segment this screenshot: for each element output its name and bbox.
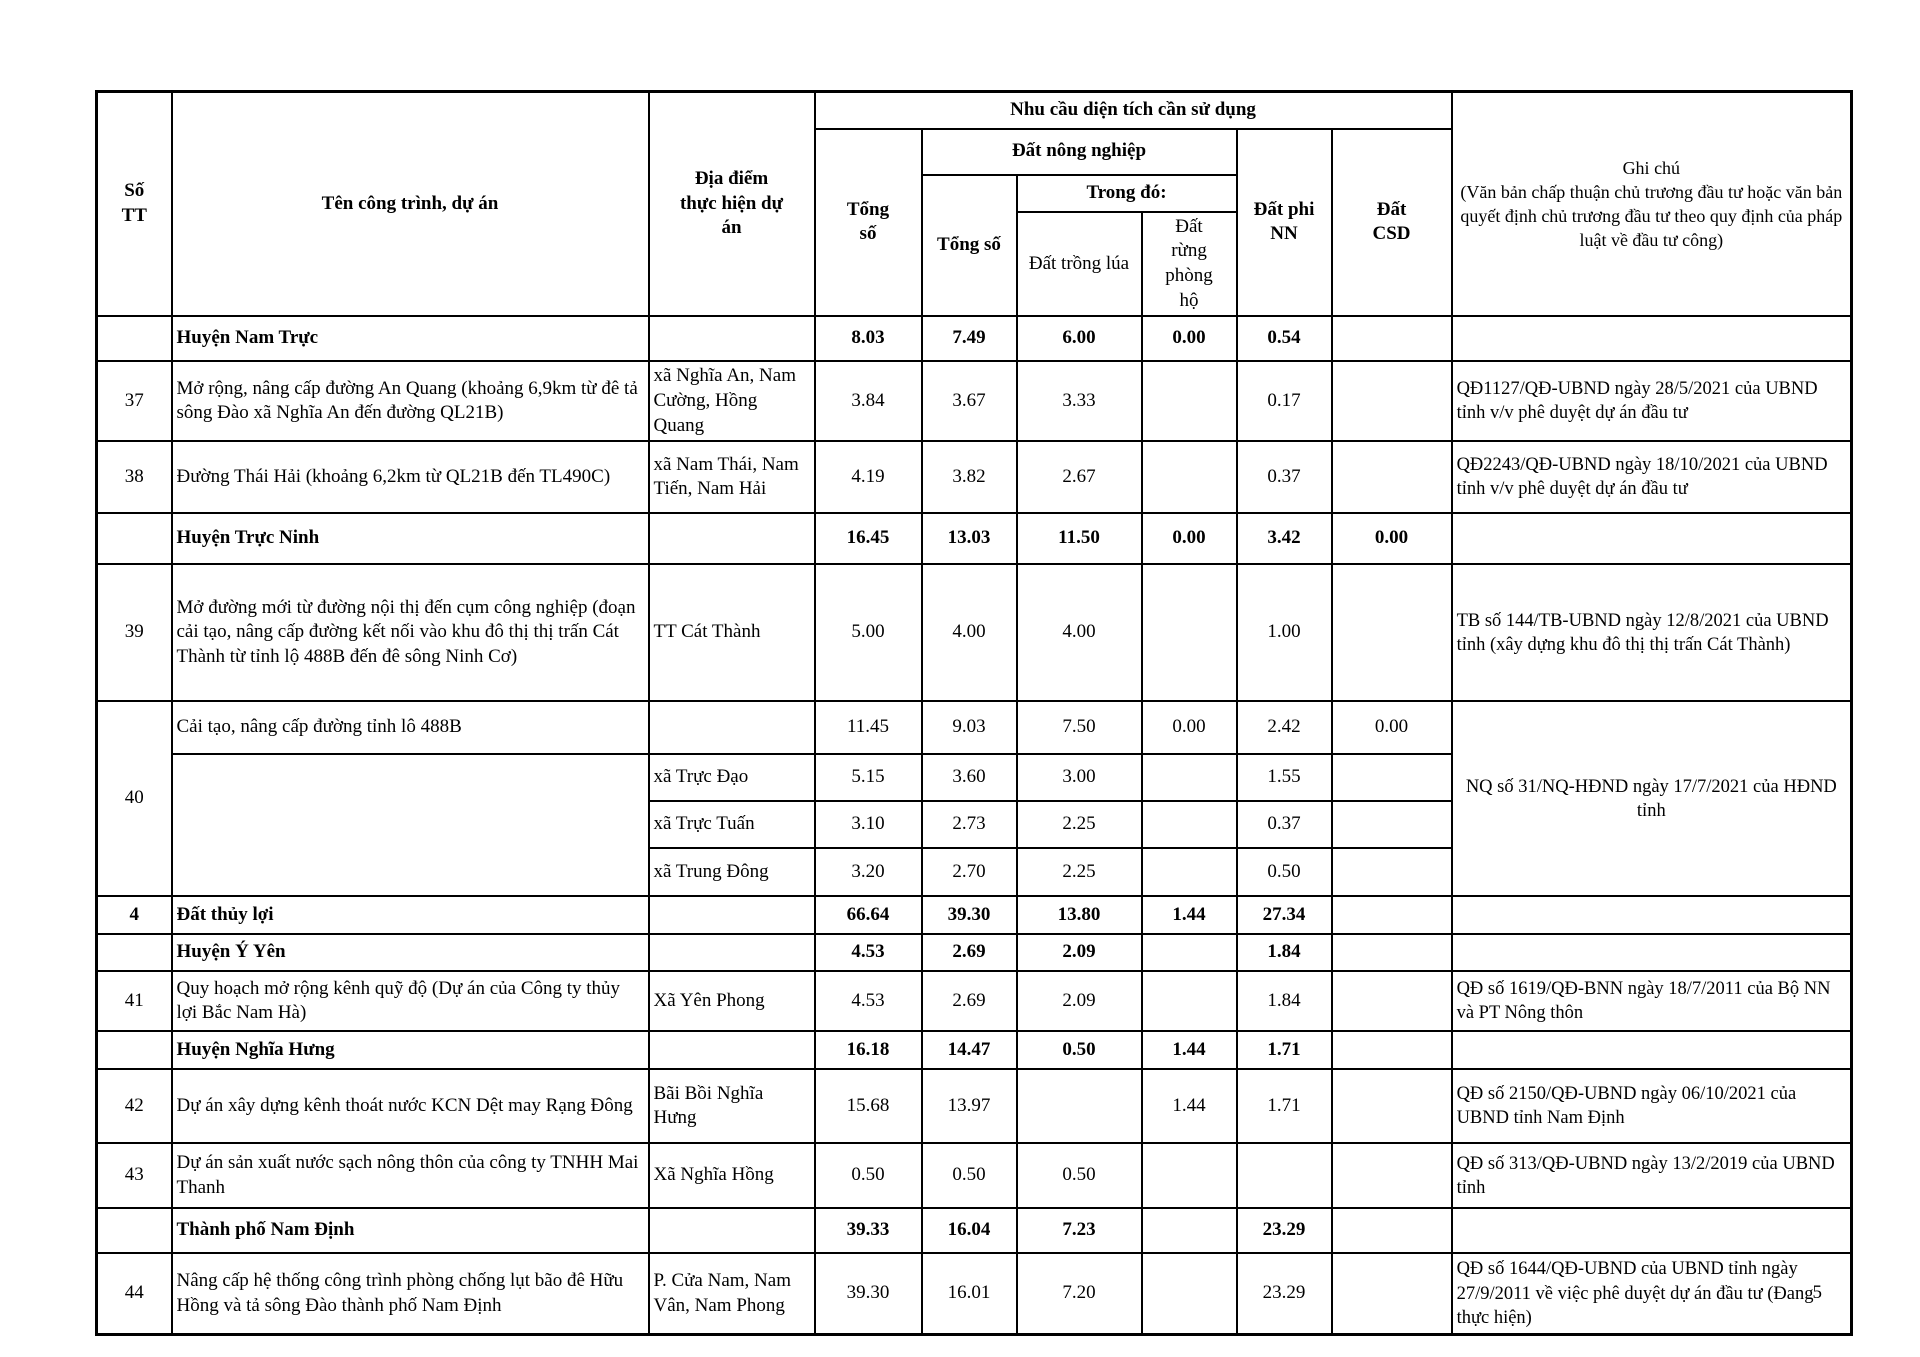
- value-cell: [1142, 1208, 1237, 1253]
- note-cell: QĐ số 313/QĐ-UBND ngày 13/2/2019 của UBND tỉnh: [1452, 1143, 1852, 1208]
- note-cell: [1452, 1031, 1852, 1069]
- header-ghi-chu-title: Ghi chú: [1622, 157, 1681, 178]
- value-cell: 0.50: [922, 1143, 1017, 1208]
- value-cell: [1017, 1069, 1142, 1143]
- table-row: [97, 564, 1852, 701]
- project-name-cell: Dự án sản xuất nước sạch nông thôn của công ty TNHH Mai Thanh: [172, 1143, 649, 1208]
- value-cell: 3.00: [1017, 754, 1142, 801]
- page-number: 5: [1812, 1282, 1822, 1303]
- project-name-cell: Mở rộng, nâng cấp đường An Quang (khoảng 6,9km từ đê tả sông Đào xã Nghĩa An đến đường QL21B): [172, 361, 649, 441]
- value-cell: 2.25: [1017, 801, 1142, 848]
- header-row-1: [97, 92, 1852, 129]
- value-cell: [1332, 934, 1452, 971]
- value-cell: 2.69: [922, 971, 1017, 1031]
- value-cell: 1.55: [1237, 754, 1332, 801]
- location-cell: TT Cát Thành: [649, 564, 815, 701]
- value-cell: [1332, 896, 1452, 934]
- note-cell: QĐ số 2150/QĐ-UBND ngày 06/10/2021 của UBND tỉnh Nam Định: [1452, 1069, 1852, 1143]
- value-cell: 1.84: [1237, 971, 1332, 1031]
- table-row: [97, 316, 1852, 361]
- value-cell: [1142, 564, 1237, 701]
- value-cell: 0.00: [1332, 513, 1452, 564]
- value-cell: 4.19: [815, 441, 922, 513]
- stt-cell: 39: [97, 564, 172, 701]
- value-cell: 0.00: [1142, 513, 1237, 564]
- value-cell: [1142, 361, 1237, 441]
- value-cell: [1142, 1143, 1237, 1208]
- value-cell: 0.37: [1237, 441, 1332, 513]
- location-cell: Bãi Bồi Nghĩa Hưng: [649, 1069, 815, 1143]
- value-cell: 4.53: [815, 934, 922, 971]
- value-cell: [1142, 441, 1237, 513]
- value-cell: 0.50: [815, 1143, 922, 1208]
- header-dia-diem: [649, 92, 815, 317]
- table-row: [97, 1031, 1852, 1069]
- land-use-table: [95, 90, 1853, 1336]
- value-cell: 3.84: [815, 361, 922, 441]
- table-row: [97, 1143, 1852, 1208]
- value-cell: 0.50: [1017, 1031, 1142, 1069]
- value-cell: 13.03: [922, 513, 1017, 564]
- header-dat-rung-phong-ho-label: Đất rừng phòng hộ: [1165, 215, 1213, 311]
- note-cell: [1452, 896, 1852, 934]
- location-cell: [649, 513, 815, 564]
- table-row: [97, 1253, 1852, 1334]
- value-cell: [1332, 441, 1452, 513]
- value-cell: 16.45: [815, 513, 922, 564]
- value-cell: [1142, 934, 1237, 971]
- value-cell: 27.34: [1237, 896, 1332, 934]
- stt-cell: 43: [97, 1143, 172, 1208]
- value-cell: [1142, 971, 1237, 1031]
- header-ghi-chu-sub: (Văn bản chấp thuận chủ trương đầu tư hoặc văn bản quyết định chủ trương đầu tư theo quy định của pháp luật về đầu tư công): [1460, 181, 1843, 251]
- value-cell: 16.18: [815, 1031, 922, 1069]
- value-cell: 2.69: [922, 934, 1017, 971]
- stt-cell: [97, 934, 172, 971]
- header-nhu-cau: Nhu cầu diện tích cần sử dụng: [815, 92, 1452, 129]
- project-name-cell: [172, 754, 649, 896]
- value-cell: 23.29: [1237, 1253, 1332, 1334]
- section-name-cell: Huyện Ý Yên: [172, 934, 649, 971]
- location-cell: xã Trung Đông: [649, 848, 815, 896]
- note-cell: TB số 144/TB-UBND ngày 12/8/2021 của UBND tỉnh (xây dựng khu đô thị thị trấn Cát Thành): [1452, 564, 1852, 701]
- value-cell: 5.15: [815, 754, 922, 801]
- header-so-tt: [97, 92, 172, 317]
- value-cell: [1332, 848, 1452, 896]
- value-cell: 66.64: [815, 896, 922, 934]
- header-tong-so-nn: Tổng số: [922, 175, 1017, 317]
- value-cell: 0.00: [1332, 701, 1452, 754]
- table-row: [97, 971, 1852, 1031]
- table-row: [97, 441, 1852, 513]
- note-cell: NQ số 31/NQ-HĐND ngày 17/7/2021 của HĐND tỉnh: [1452, 701, 1852, 896]
- table-row: [97, 701, 1852, 754]
- value-cell: [1142, 801, 1237, 848]
- value-cell: 2.73: [922, 801, 1017, 848]
- value-cell: 11.50: [1017, 513, 1142, 564]
- value-cell: 1.44: [1142, 896, 1237, 934]
- note-cell: [1452, 1208, 1852, 1253]
- header-dia-diem-label: Địa điểm thực hiện dự án: [679, 168, 784, 239]
- project-name-cell: Quy hoạch mở rộng kênh quỹ độ (Dự án của Công ty thủy lợi Bắc Nam Hà): [172, 971, 649, 1031]
- section-name-cell: Huyện Trực Ninh: [172, 513, 649, 564]
- header-so-tt-label: Số TT: [121, 180, 147, 227]
- stt-cell: 41: [97, 971, 172, 1031]
- table-row: [97, 513, 1852, 564]
- project-name-cell: Cải tạo, nâng cấp đường tỉnh lô 488B: [172, 701, 649, 754]
- table-row: [97, 1069, 1852, 1143]
- value-cell: [1332, 1069, 1452, 1143]
- header-dat-csd: [1332, 129, 1452, 317]
- value-cell: 23.29: [1237, 1208, 1332, 1253]
- value-cell: [1332, 1031, 1452, 1069]
- value-cell: 4.00: [922, 564, 1017, 701]
- value-cell: 0.54: [1237, 316, 1332, 361]
- location-cell: xã Trực Đạo: [649, 754, 815, 801]
- value-cell: 1.71: [1237, 1031, 1332, 1069]
- note-cell: [1452, 934, 1852, 971]
- location-cell: xã Nghĩa An, Nam Cường, Hồng Quang: [649, 361, 815, 441]
- stt-cell: 44: [97, 1253, 172, 1334]
- location-cell: Xã Yên Phong: [649, 971, 815, 1031]
- value-cell: 5.00: [815, 564, 922, 701]
- section-name-cell: Huyện Nam Trực: [172, 316, 649, 361]
- value-cell: 2.09: [1017, 934, 1142, 971]
- table-row: [97, 896, 1852, 934]
- value-cell: 1.71: [1237, 1069, 1332, 1143]
- value-cell: 16.01: [922, 1253, 1017, 1334]
- header-dat-trong-lua: Đất trồng lúa: [1017, 212, 1142, 317]
- header-tong-so: [815, 129, 922, 317]
- stt-cell: [97, 1031, 172, 1069]
- note-cell: [1452, 316, 1852, 361]
- value-cell: [1332, 1143, 1452, 1208]
- value-cell: 0.00: [1142, 701, 1237, 754]
- value-cell: 39.33: [815, 1208, 922, 1253]
- stt-cell: [97, 316, 172, 361]
- location-cell: xã Nam Thái, Nam Tiến, Nam Hải: [649, 441, 815, 513]
- value-cell: [1332, 971, 1452, 1031]
- header-dat-csd-label: Đất CSD: [1372, 198, 1411, 245]
- value-cell: 11.45: [815, 701, 922, 754]
- value-cell: [1332, 801, 1452, 848]
- project-name-cell: Nâng cấp hệ thống công trình phòng chống lụt bão đê Hữu Hồng và tả sông Đào thành phố Nam Định: [172, 1253, 649, 1334]
- project-name-cell: Đường Thái Hải (khoảng 6,2km từ QL21B đến TL490C): [172, 441, 649, 513]
- stt-cell: 40: [97, 701, 172, 896]
- note-cell: QĐ2243/QĐ-UBND ngày 18/10/2021 của UBND tỉnh v/v phê duyệt dự án đầu tư: [1452, 441, 1852, 513]
- header-tong-so-label: Tổng số: [846, 198, 890, 245]
- stt-cell: 38: [97, 441, 172, 513]
- header-dat-nong-nghiep: Đất nông nghiệp: [922, 129, 1237, 175]
- value-cell: 4.53: [815, 971, 922, 1031]
- value-cell: [1142, 1253, 1237, 1334]
- location-cell: [649, 1031, 815, 1069]
- note-cell: [1452, 513, 1852, 564]
- value-cell: 2.42: [1237, 701, 1332, 754]
- project-name-cell: Dự án xây dựng kênh thoát nước KCN Dệt may Rạng Đông: [172, 1069, 649, 1143]
- value-cell: 0.50: [1237, 848, 1332, 896]
- note-cell: QĐ số 1644/QĐ-UBND của UBND tỉnh ngày 27/9/2011 về việc phê duyệt dự án đầu tư (Đang thực hiện): [1452, 1253, 1852, 1334]
- location-cell: P. Cửa Nam, Nam Vân, Nam Phong: [649, 1253, 815, 1334]
- location-cell: [649, 701, 815, 754]
- value-cell: [1332, 754, 1452, 801]
- value-cell: 39.30: [815, 1253, 922, 1334]
- value-cell: 4.00: [1017, 564, 1142, 701]
- note-cell: QĐ1127/QĐ-UBND ngày 28/5/2021 của UBND tỉnh v/v phê duyệt dự án đầu tư: [1452, 361, 1852, 441]
- value-cell: [1332, 1208, 1452, 1253]
- value-cell: 7.20: [1017, 1253, 1142, 1334]
- value-cell: [1142, 848, 1237, 896]
- value-cell: 2.70: [922, 848, 1017, 896]
- value-cell: 2.25: [1017, 848, 1142, 896]
- header-dat-phi-nn-label: Đất phi NN: [1253, 198, 1315, 245]
- table-row: [97, 361, 1852, 441]
- stt-cell: [97, 513, 172, 564]
- value-cell: 7.50: [1017, 701, 1142, 754]
- value-cell: 3.10: [815, 801, 922, 848]
- value-cell: 1.00: [1237, 564, 1332, 701]
- value-cell: 3.67: [922, 361, 1017, 441]
- value-cell: 9.03: [922, 701, 1017, 754]
- location-cell: [649, 896, 815, 934]
- section-name-cell: Huyện Nghĩa Hưng: [172, 1031, 649, 1069]
- value-cell: 1.84: [1237, 934, 1332, 971]
- value-cell: 0.37: [1237, 801, 1332, 848]
- value-cell: 2.09: [1017, 971, 1142, 1031]
- value-cell: 6.00: [1017, 316, 1142, 361]
- value-cell: 16.04: [922, 1208, 1017, 1253]
- value-cell: 0.00: [1142, 316, 1237, 361]
- value-cell: 15.68: [815, 1069, 922, 1143]
- value-cell: 1.44: [1142, 1069, 1237, 1143]
- note-cell: QĐ số 1619/QĐ-BNN ngày 18/7/2011 của Bộ NN và PT Nông thôn: [1452, 971, 1852, 1031]
- value-cell: 13.80: [1017, 896, 1142, 934]
- value-cell: 3.60: [922, 754, 1017, 801]
- stt-cell: [97, 1208, 172, 1253]
- value-cell: 8.03: [815, 316, 922, 361]
- location-cell: [649, 934, 815, 971]
- table-header: [97, 92, 1852, 317]
- section-name-cell: Thành phố Nam Định: [172, 1208, 649, 1253]
- table-row: [97, 934, 1852, 971]
- value-cell: [1332, 1253, 1452, 1334]
- value-cell: 14.47: [922, 1031, 1017, 1069]
- value-cell: 2.67: [1017, 441, 1142, 513]
- project-name-cell: Mở đường mới từ đường nội thị đến cụm công nghiệp (đoạn cải tạo, nâng cấp đường kết nối vào khu đô thị thị trấn Cát Thành từ tỉnh lộ 488B đến đê sông Ninh Cơ): [172, 564, 649, 701]
- value-cell: 7.49: [922, 316, 1017, 361]
- header-trong-do: Trong đó:: [1017, 175, 1237, 212]
- value-cell: [1332, 564, 1452, 701]
- value-cell: [1142, 754, 1237, 801]
- value-cell: 3.82: [922, 441, 1017, 513]
- location-cell: [649, 316, 815, 361]
- header-ghi-chu: [1452, 92, 1852, 317]
- value-cell: 3.20: [815, 848, 922, 896]
- value-cell: [1332, 361, 1452, 441]
- table-row: [97, 1208, 1852, 1253]
- location-cell: xã Trực Tuấn: [649, 801, 815, 848]
- stt-cell: 42: [97, 1069, 172, 1143]
- value-cell: [1332, 316, 1452, 361]
- stt-cell: 37: [97, 361, 172, 441]
- value-cell: 3.33: [1017, 361, 1142, 441]
- value-cell: 39.30: [922, 896, 1017, 934]
- location-cell: Xã Nghĩa Hồng: [649, 1143, 815, 1208]
- header-dat-phi-nn: [1237, 129, 1332, 317]
- table-body: [97, 316, 1852, 1334]
- value-cell: 0.17: [1237, 361, 1332, 441]
- value-cell: [1237, 1143, 1332, 1208]
- value-cell: 1.44: [1142, 1031, 1237, 1069]
- header-dat-rung-phong-ho: [1142, 212, 1237, 317]
- section-name-cell: Đất thủy lợi: [172, 896, 649, 934]
- stt-cell: 4: [97, 896, 172, 934]
- header-ten-cong-trinh: Tên công trình, dự án: [172, 92, 649, 317]
- value-cell: 7.23: [1017, 1208, 1142, 1253]
- location-cell: [649, 1208, 815, 1253]
- value-cell: 3.42: [1237, 513, 1332, 564]
- value-cell: 13.97: [922, 1069, 1017, 1143]
- value-cell: 0.50: [1017, 1143, 1142, 1208]
